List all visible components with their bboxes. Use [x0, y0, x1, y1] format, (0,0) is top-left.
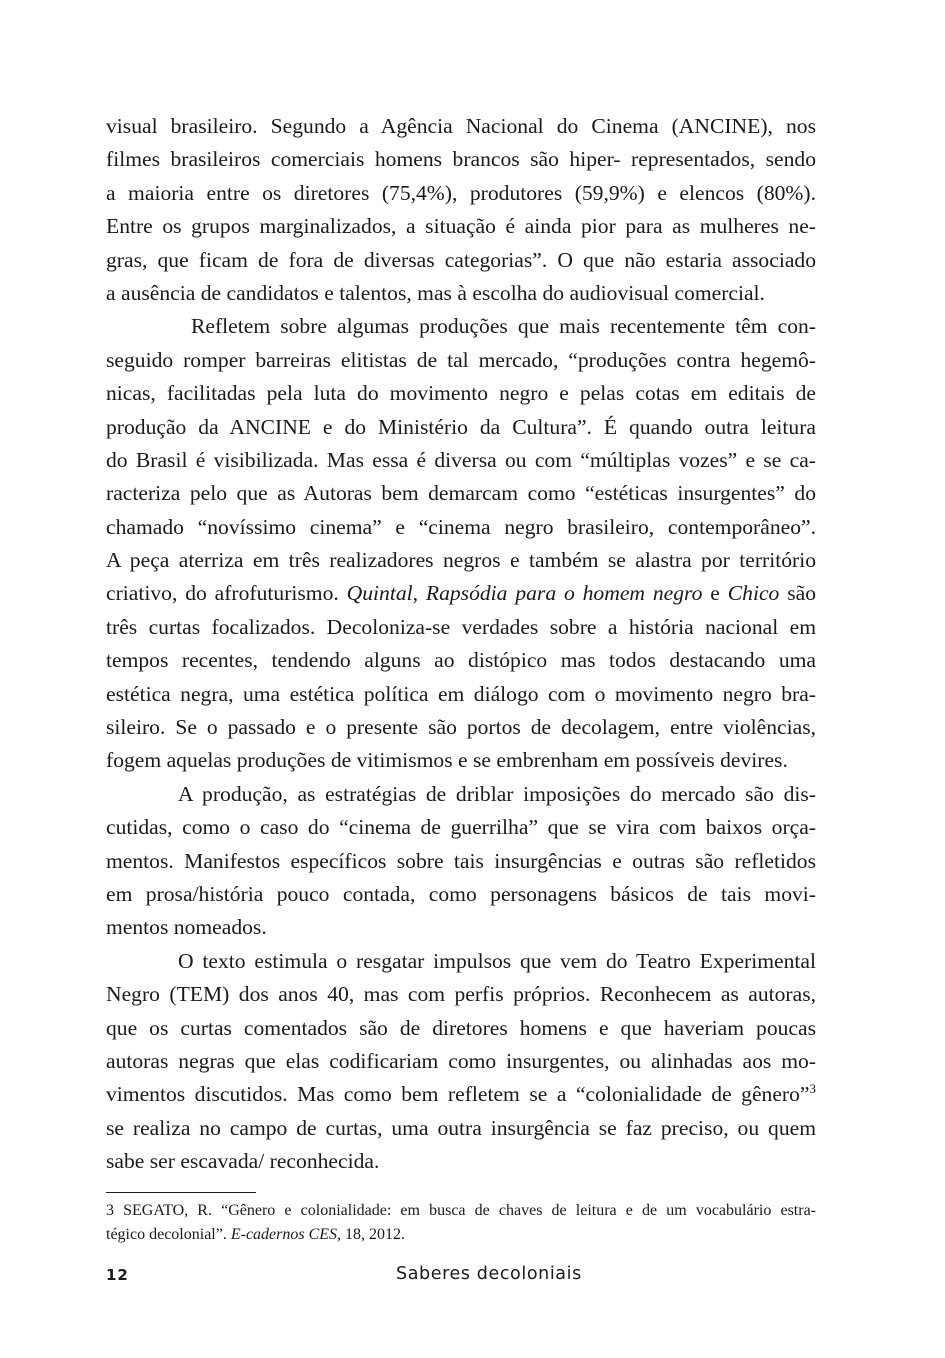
text-line: A peça aterriza em três realizadores negros e também se alastra por território	[106, 548, 816, 573]
text-line: gras, que ficam de fora de diversas categorias”. O que não estaria associado	[106, 247, 816, 272]
text-line: Negro (TEM) dos anos 40, mas com perfis próprios. Reconhecem as autoras,	[106, 982, 816, 1007]
text-line: A produção, as estratégias de driblar imposições do mercado são dis-	[178, 781, 816, 806]
text-line: a ausência de candidatos e talentos, mas à escolha do audiovisual comercial.	[106, 280, 765, 305]
body-text	[106, 110, 816, 1179]
text-line: Entre os grupos marginalizados, a situação é ainda pior para as mulheres ne-	[106, 214, 816, 239]
text-line: mentos nomeados.	[106, 915, 267, 940]
text-segment: e	[702, 581, 728, 606]
text-segment: 18, 2012.	[341, 1226, 406, 1243]
footnote-line	[106, 1223, 816, 1247]
text-line: racteriza pelo que as Autoras bem demarcam como “estéticas insurgentes” do	[106, 481, 816, 506]
footnote	[106, 1199, 816, 1247]
text-segment: tégico decolonial”.	[106, 1226, 231, 1243]
page-number: 12	[106, 1266, 129, 1284]
text-line: seguido romper barreiras elitistas de tal mercado, “produções contra hegemô-	[106, 347, 816, 372]
text-line: O texto estimula o resgatar impulsos que vem do Teatro Experimental	[178, 948, 816, 973]
journal-title: E-cadernos CES,	[230, 1226, 342, 1243]
text-segment: criativo, do afrofuturismo.	[106, 581, 347, 606]
text-line: autoras negras que elas codificariam como insurgentes, ou alinhadas aos mo-	[106, 1048, 816, 1073]
text-line-with-titles	[106, 577, 816, 610]
text-line: produção da ANCINE e do Ministério da Cultura”. É quando outra leitura	[106, 414, 816, 439]
footnote-reference[interactable]: 3	[809, 1081, 816, 1097]
text-line: visual brasileiro. Segundo a Agência Nacional do Cinema (ANCINE), nos	[106, 114, 816, 138]
text-line: sabe ser escavada/ reconhecida.	[106, 1149, 380, 1174]
running-title: Saberes decoloniais	[396, 1264, 582, 1284]
text-line: Refletem sobre algumas produções que mais recentemente têm con-	[191, 314, 816, 339]
text-line: filmes brasileiros comerciais homens brancos são hiper- representados, sendo	[106, 147, 816, 172]
text-line: nicas, facilitadas pela luta do movimento negro e pelas cotas em editais de	[106, 381, 816, 406]
text-line: do Brasil é visibilizada. Mas essa é diversa ou com “múltiplas vozes” e se ca-	[106, 447, 816, 472]
footnote-divider	[106, 1192, 256, 1193]
text-line: sileiro. Se o passado e o presente são portos de decolagem, entre violências,	[106, 715, 816, 740]
film-titles: Quintal, Rapsódia para o homem negro	[346, 581, 703, 606]
text-line: três curtas focalizados. Decoloniza-se verdades sobre a história nacional em	[106, 614, 816, 639]
text-line: que os curtas comentados são de diretores homens e que haveriam poucas	[106, 1015, 816, 1040]
text-line: em prosa/história pouco contada, como personagens básicos de tais movi-	[106, 881, 816, 906]
text-line-with-footnote-ref	[106, 1078, 816, 1111]
text-line: se realiza no campo de curtas, uma outra insurgência se faz preciso, ou quem	[106, 1115, 816, 1140]
text-line: estética negra, uma estética política em diálogo com o movimento negro bra-	[106, 681, 816, 706]
text-segment: são	[779, 581, 816, 606]
film-title: Chico	[727, 581, 780, 606]
text-line: chamado “novíssimo cinema” e “cinema negro brasileiro, contemporâneo”.	[106, 514, 816, 539]
text-line: cutidas, como o caso do “cinema de guerrilha” que se vira com baixos orça-	[106, 815, 816, 840]
footnote-line: 3 SEGATO, R. “Gênero e colonialidade: em busca de chaves de leitura e de um vocabulário estra-	[106, 1202, 816, 1219]
text-line: fogem aquelas produções de vitimismos e se embrenham em possíveis devires.	[106, 748, 788, 773]
text-line: a maioria entre os diretores (75,4%), produtores (59,9%) e elencos (80%).	[106, 180, 816, 205]
text-segment: vimentos discutidos. Mas como bem refletem se a “colonialidade de gênero”	[106, 1082, 810, 1107]
text-line: mentos. Manifestos específicos sobre tais insurgências e outras são refletidos	[106, 848, 816, 873]
text-line: tempos recentes, tendendo alguns ao distópico mas todos destacando uma	[106, 648, 816, 673]
